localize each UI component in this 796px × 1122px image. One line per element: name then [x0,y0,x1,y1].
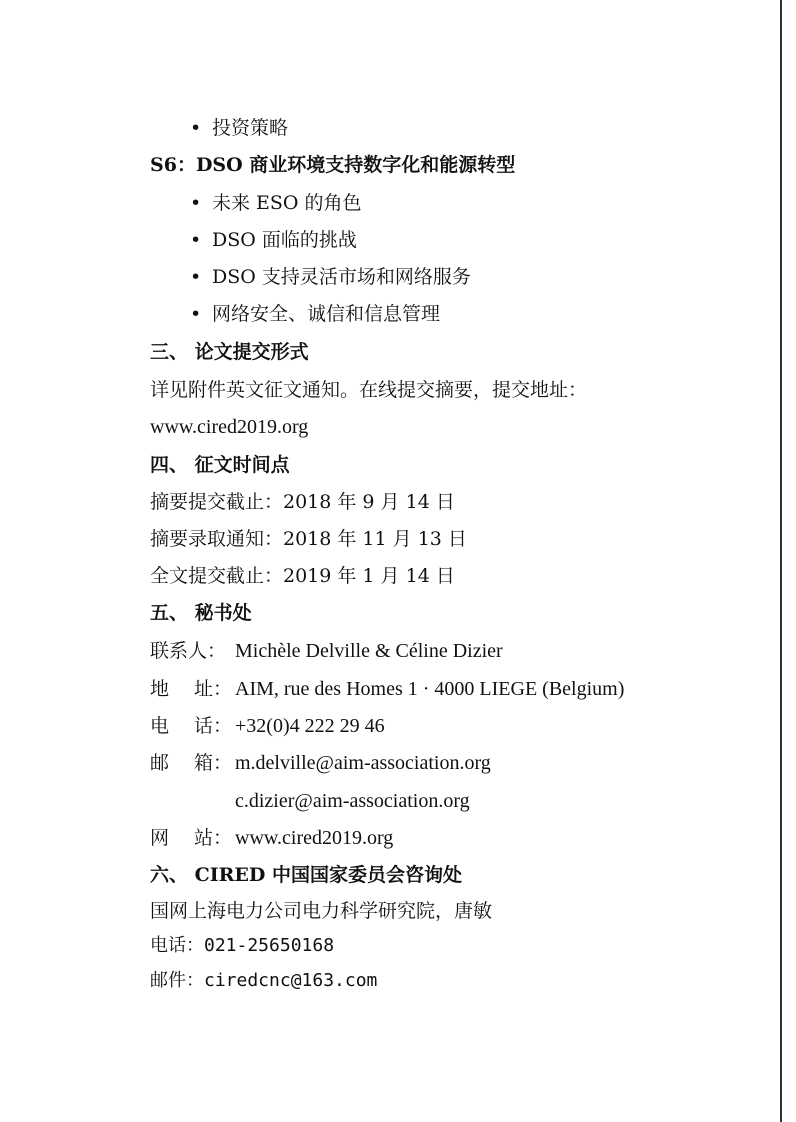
section-heading-s6: S6：DSO 商业环境支持数字化和能源转型 [150,154,516,176]
list-item-text: DSO 面临的挑战 [212,229,357,251]
submission-url-link[interactable]: www.cired2019.org [150,416,309,438]
section-heading-5: 五、 秘书处 [150,602,252,624]
section-heading-3: 三、 论文提交形式 [150,341,309,363]
contact-row [150,636,503,666]
field-value: +32(0)4 222 29 46 [235,715,385,737]
field-label: 联系人： [150,640,227,662]
field-value: AIM, rue des Homes 1 · 4000 LIEGE (Belgium) [235,678,625,700]
bullet-icon: • [190,192,202,214]
list-item [190,113,288,143]
field-value: Michèle Delville & Céline Dizier [235,640,503,662]
bullet-icon: • [190,266,202,288]
bullet-icon: • [190,229,202,251]
list-item [190,188,362,218]
email-link[interactable]: c.dizier@aim-association.org [235,790,470,812]
page-edge-line [780,0,782,1122]
field-label: 邮 箱： [150,752,233,774]
email-line[interactable]: 邮件：ciredcnc@163.com [150,970,378,991]
paragraph-text: 国网上海电力公司电力科学研究院，唐敏 [150,900,493,922]
list-item [190,299,440,329]
field-label: 电 话： [150,715,233,737]
section-heading-4: 四、 征文时间点 [150,454,290,476]
phone-row [150,711,385,741]
email-link[interactable]: m.delville@aim-association.org [235,752,491,774]
field-label: 网 站： [150,827,233,849]
list-item-text: 投资策略 [212,117,289,139]
bullet-icon: • [190,117,202,139]
bullet-icon: • [190,303,202,325]
phone-line: 电话：021-25650168 [150,935,335,956]
list-item [190,262,471,292]
deadline-line: 全文提交截止：2019 年 1 月 14 日 [150,565,455,587]
website-link[interactable]: www.cired2019.org [235,827,394,849]
section-heading-6: 六、 CIRED 中国国家委员会咨询处 [150,864,462,886]
website-row [150,823,393,853]
list-item-text: DSO 支持灵活市场和网络服务 [212,266,471,288]
list-item [190,225,357,255]
field-label: 地 址： [150,678,233,700]
email-row [150,748,491,778]
paragraph-text: 详见附件英文征文通知。在线提交摘要，提交地址： [150,379,588,401]
deadline-line: 摘要录取通知：2018 年 11 月 13 日 [150,528,467,550]
address-row [150,674,624,704]
deadline-line: 摘要提交截止：2018 年 9 月 14 日 [150,491,455,513]
list-item-text: 网络安全、诚信和信息管理 [212,303,441,325]
list-item-text: 未来 ESO 的角色 [212,192,362,214]
